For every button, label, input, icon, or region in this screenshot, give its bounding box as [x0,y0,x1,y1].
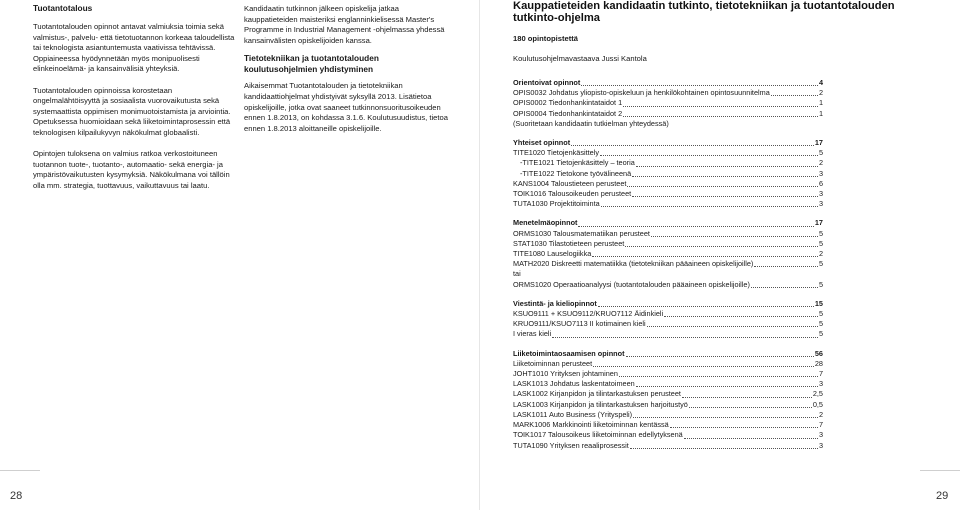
entry-text: KSUO9111 + KSUO9112/KRUO7112 Äidinkieli [513,309,664,319]
course-entry [513,158,823,168]
course-entry [513,148,823,158]
toc-section [513,218,823,289]
entry-credits: 5 [818,319,823,329]
entry-credits: 5 [818,148,823,158]
course-entry [513,98,823,108]
course-entry [513,329,823,339]
entry-text: TOIK1017 Talousoikeus liiketoiminnan edellytyksenä [513,430,683,440]
entry-text: TUTA1090 Yrityksen reaaliprosessit [513,440,629,450]
course-entry [513,269,823,279]
entry-text: MARK1006 Markkinointi liiketoiminnan kentässä [513,420,669,430]
course-entry [513,229,823,239]
paragraph: Tuotantotalouden opinnoissa korostetaan ongelmalähtöisyyttä ja sosiaalista vuorovaikutusta sekä systemaattista oppimisen monimuotoistamista ja arviointia. Opetuksessa huomioidaan sekä liiketoimintaprosessin että teknologisen kilpailukyvyn näkökulmat globaalisti. [33,85,231,137]
dot-leader [633,417,818,418]
entry-credits: 28 [814,358,823,368]
left-column-1 [33,3,236,192]
entry-credits: 2 [818,88,823,98]
section-title [513,349,823,359]
entry-credits: 5 [818,259,823,269]
course-entry [513,319,823,329]
entry-text: OPIS0004 Tiedonhankintataidot 2 [513,108,623,118]
entry-text: TOIK1016 Talousoikeuden perusteet [513,189,632,199]
page-title: Kauppatieteiden kandidaatin tutkinto, tietotekniikan ja tuotantotalouden tutkinto-ohjelma [513,0,895,24]
entry-text: tai [513,269,521,279]
course-entry [513,359,823,369]
entry-credits: 17 [814,218,823,228]
course-entry [513,389,823,399]
dot-leader [626,356,814,357]
course-entry [513,119,823,129]
page-number: 28 [10,490,23,502]
course-entry [513,441,823,451]
entry-text: -TITE1022 Tietokone työvälineenä [520,168,632,178]
right-page-header [513,0,913,63]
dot-leader [630,448,818,449]
table-of-contents [513,78,823,451]
entry-credits: 5 [818,228,823,238]
credits-label: 180 opintopistettä [513,34,578,43]
dot-leader [632,176,818,177]
entry-text: I vieras kieli [513,329,552,339]
entry-credits: 5 [818,309,823,319]
toc-section [513,78,823,129]
course-entry [513,369,823,379]
dot-leader [623,106,818,107]
dot-leader [600,155,818,156]
entry-credits: 5 [818,238,823,248]
paragraph: Aikaisemmat Tuotantotalouden ja tietotekniikan kandidaattiohjelmat yhdistyivät syksyllä 2013. Lisätietoa opiskelijoille, jotka ovat saaneet tutkinnonsuoritusoikeuden ennen 1.8.2013, on kohdassa 3.1.6. Koulutusuudistus, tietoa ennen 1.8.2013 aloittaneille opiskelijoille. [244,81,448,133]
entry-text: LASK1002 Kirjanpidon ja tilintarkastuksen perusteet [513,389,681,399]
section-title [513,299,823,309]
entry-text: LASK1003 Kirjanpidon ja tilintarkastuksen harjoitustyö [513,399,688,409]
entry-text: Orientoivat opinnot [513,78,581,87]
dot-leader [647,326,818,327]
course-entry [513,259,823,269]
entry-credits: 2 [818,249,823,259]
entry-credits: 2,5 [812,389,823,399]
dot-leader [592,256,818,257]
entry-credits: 3 [818,168,823,178]
entry-credits: 3 [818,379,823,389]
course-entry [513,430,823,440]
entry-text: KRUO9111/KSUO7113 II kotimainen kieli [513,319,646,329]
entry-credits: 4 [818,78,823,87]
entry-text: ORMS1020 Operaatioanalyysi (tuotantotalouden pääaineen opiskelijoille) [513,279,750,289]
dot-leader [627,186,817,187]
entry-credits: 1 [818,108,823,118]
entry-text: Menetelmäopinnot [513,218,578,228]
dot-leader [581,85,818,86]
course-entry [513,280,823,290]
entry-credits: 3 [818,430,823,440]
dot-leader [664,316,818,317]
entry-text: TITE1080 Lauselogiikka [513,249,592,259]
entry-credits: 7 [818,420,823,430]
entry-text: LASK1011 Auto Business (Yrityspeli) [513,409,633,419]
toc-section [513,349,823,451]
dot-leader [578,226,813,227]
entry-text: Yhteiset opinnot [513,138,571,148]
entry-credits: 0,5 [812,399,823,409]
dot-leader [636,166,818,167]
entry-credits: 3 [818,440,823,450]
entry-credits: 3 [818,189,823,199]
paragraph: Kandidaatin tutkinnon jälkeen opiskelija jatkaa kauppatieteiden maisteriksi englanninkielisessä Master's Programme in Industrial Management -ohjelmassa yhdessä kansainvälisten opiskelijoiden kanssa. [244,4,445,45]
course-entry [513,249,823,259]
course-entry [513,420,823,430]
page-number: 29 [936,490,949,502]
entry-text: TUTA1030 Projektitoiminta [513,199,600,209]
dot-leader [670,427,818,428]
dot-leader [651,236,818,237]
paragraph: Tuotantotalouden opinnot antavat valmiuksia toimia sekä valmistus-, palvelu- että tietotuotannon korkeaa taloudellista tai teknologista asiantuntemusta vaativissa tehtävissä. Oppiaineessa hyödynnetään myös monipuolisesti elinkeinoelämä- ja kansainvälisiä yhteyksiä. [33,22,235,74]
toc-section [513,299,823,340]
entry-text: ORMS1030 Talousmatematiikan perusteet [513,228,650,238]
entry-text: LASK1013 Johdatus laskentatoimeen [513,379,635,389]
entry-credits: 3 [818,199,823,209]
dot-leader [632,196,818,197]
dot-leader [751,287,818,288]
toc-section [513,138,823,209]
entry-text: KANS1004 Taloustieteen perusteet [513,178,627,188]
advisor-label: Koulutusohjelmavastaava Jussi Kantola [513,54,647,63]
entry-text: OPIS0002 Tiedonhankintataidot 1 [513,98,623,108]
dot-leader [684,438,818,439]
dot-leader [636,386,818,387]
course-entry [513,239,823,249]
course-entry [513,169,823,179]
section-heading: Tuotantotalous [33,3,93,13]
entry-text: Liiketoiminnan perusteet [513,358,593,368]
entry-credits: 17 [814,138,823,148]
dot-leader [689,407,812,408]
entry-credits: 56 [814,348,823,358]
entry-credits: 15 [814,298,823,308]
dot-leader [619,376,818,377]
left-column-2 [244,4,448,134]
paragraph: Opintojen tuloksena on valmius ratkoa verkostoituneen tuotannon tuote-, tuotanto-, automaatio- sekä energia- ja ympäristövaikutusten kysymyksiä. Näkökulmana voi tällöin olla mm. strategia, tuottavuus, vaikuttavuus tai laatu. [33,149,230,190]
entry-text: -TITE1021 Tietojenkäsittely – teoria [520,158,635,168]
course-entry [513,309,823,319]
dot-leader [598,306,814,307]
section-title [513,78,823,88]
entry-credits: 2 [818,158,823,168]
dot-leader [593,366,814,367]
entry-credits: 6 [818,178,823,188]
entry-text: TITE1020 Tietojenkäsittely [513,148,599,158]
dot-leader [771,95,818,96]
entry-credits: 5 [818,279,823,289]
entry-credits: 5 [818,329,823,339]
course-entry [513,379,823,389]
entry-text: OPIS0032 Johdatus yliopisto-opiskeluun ja henkilökohtainen opintosuunnitelma [513,88,770,98]
dot-leader [601,206,818,207]
dot-leader [623,116,818,117]
entry-text: (Suoritetaan kandidaatin tutkielman yhteydessä) [513,118,669,128]
course-entry [513,88,823,98]
entry-credits: 1 [818,98,823,108]
entry-text: Liiketoimintaosaamisen opinnot [513,348,625,358]
entry-credits: 7 [818,369,823,379]
entry-text: JOHT1010 Yrityksen johtaminen [513,369,618,379]
entry-text: Viestintä- ja kieliopinnot [513,298,597,308]
left-page [0,0,480,510]
course-entry [513,410,823,420]
dot-leader [571,145,814,146]
course-entry [513,189,823,199]
entry-credits: 2 [818,409,823,419]
course-entry [513,400,823,410]
course-entry [513,199,823,209]
section-title [513,218,823,228]
dot-leader [552,337,818,338]
dot-leader [682,397,812,398]
dot-leader [625,246,818,247]
entry-text: STAT1030 Tilastotieteen perusteet [513,238,625,248]
entry-text: MATH2020 Diskreetti matematiikka (tietotekniikan pääaineen opiskelijoille) [513,259,754,269]
section-heading: Tietotekniikan ja tuotantotalouden koulutusohjelmien yhdistyminen [244,53,379,75]
section-title [513,138,823,148]
course-entry [513,109,823,119]
course-entry [513,179,823,189]
dot-leader [754,266,818,267]
